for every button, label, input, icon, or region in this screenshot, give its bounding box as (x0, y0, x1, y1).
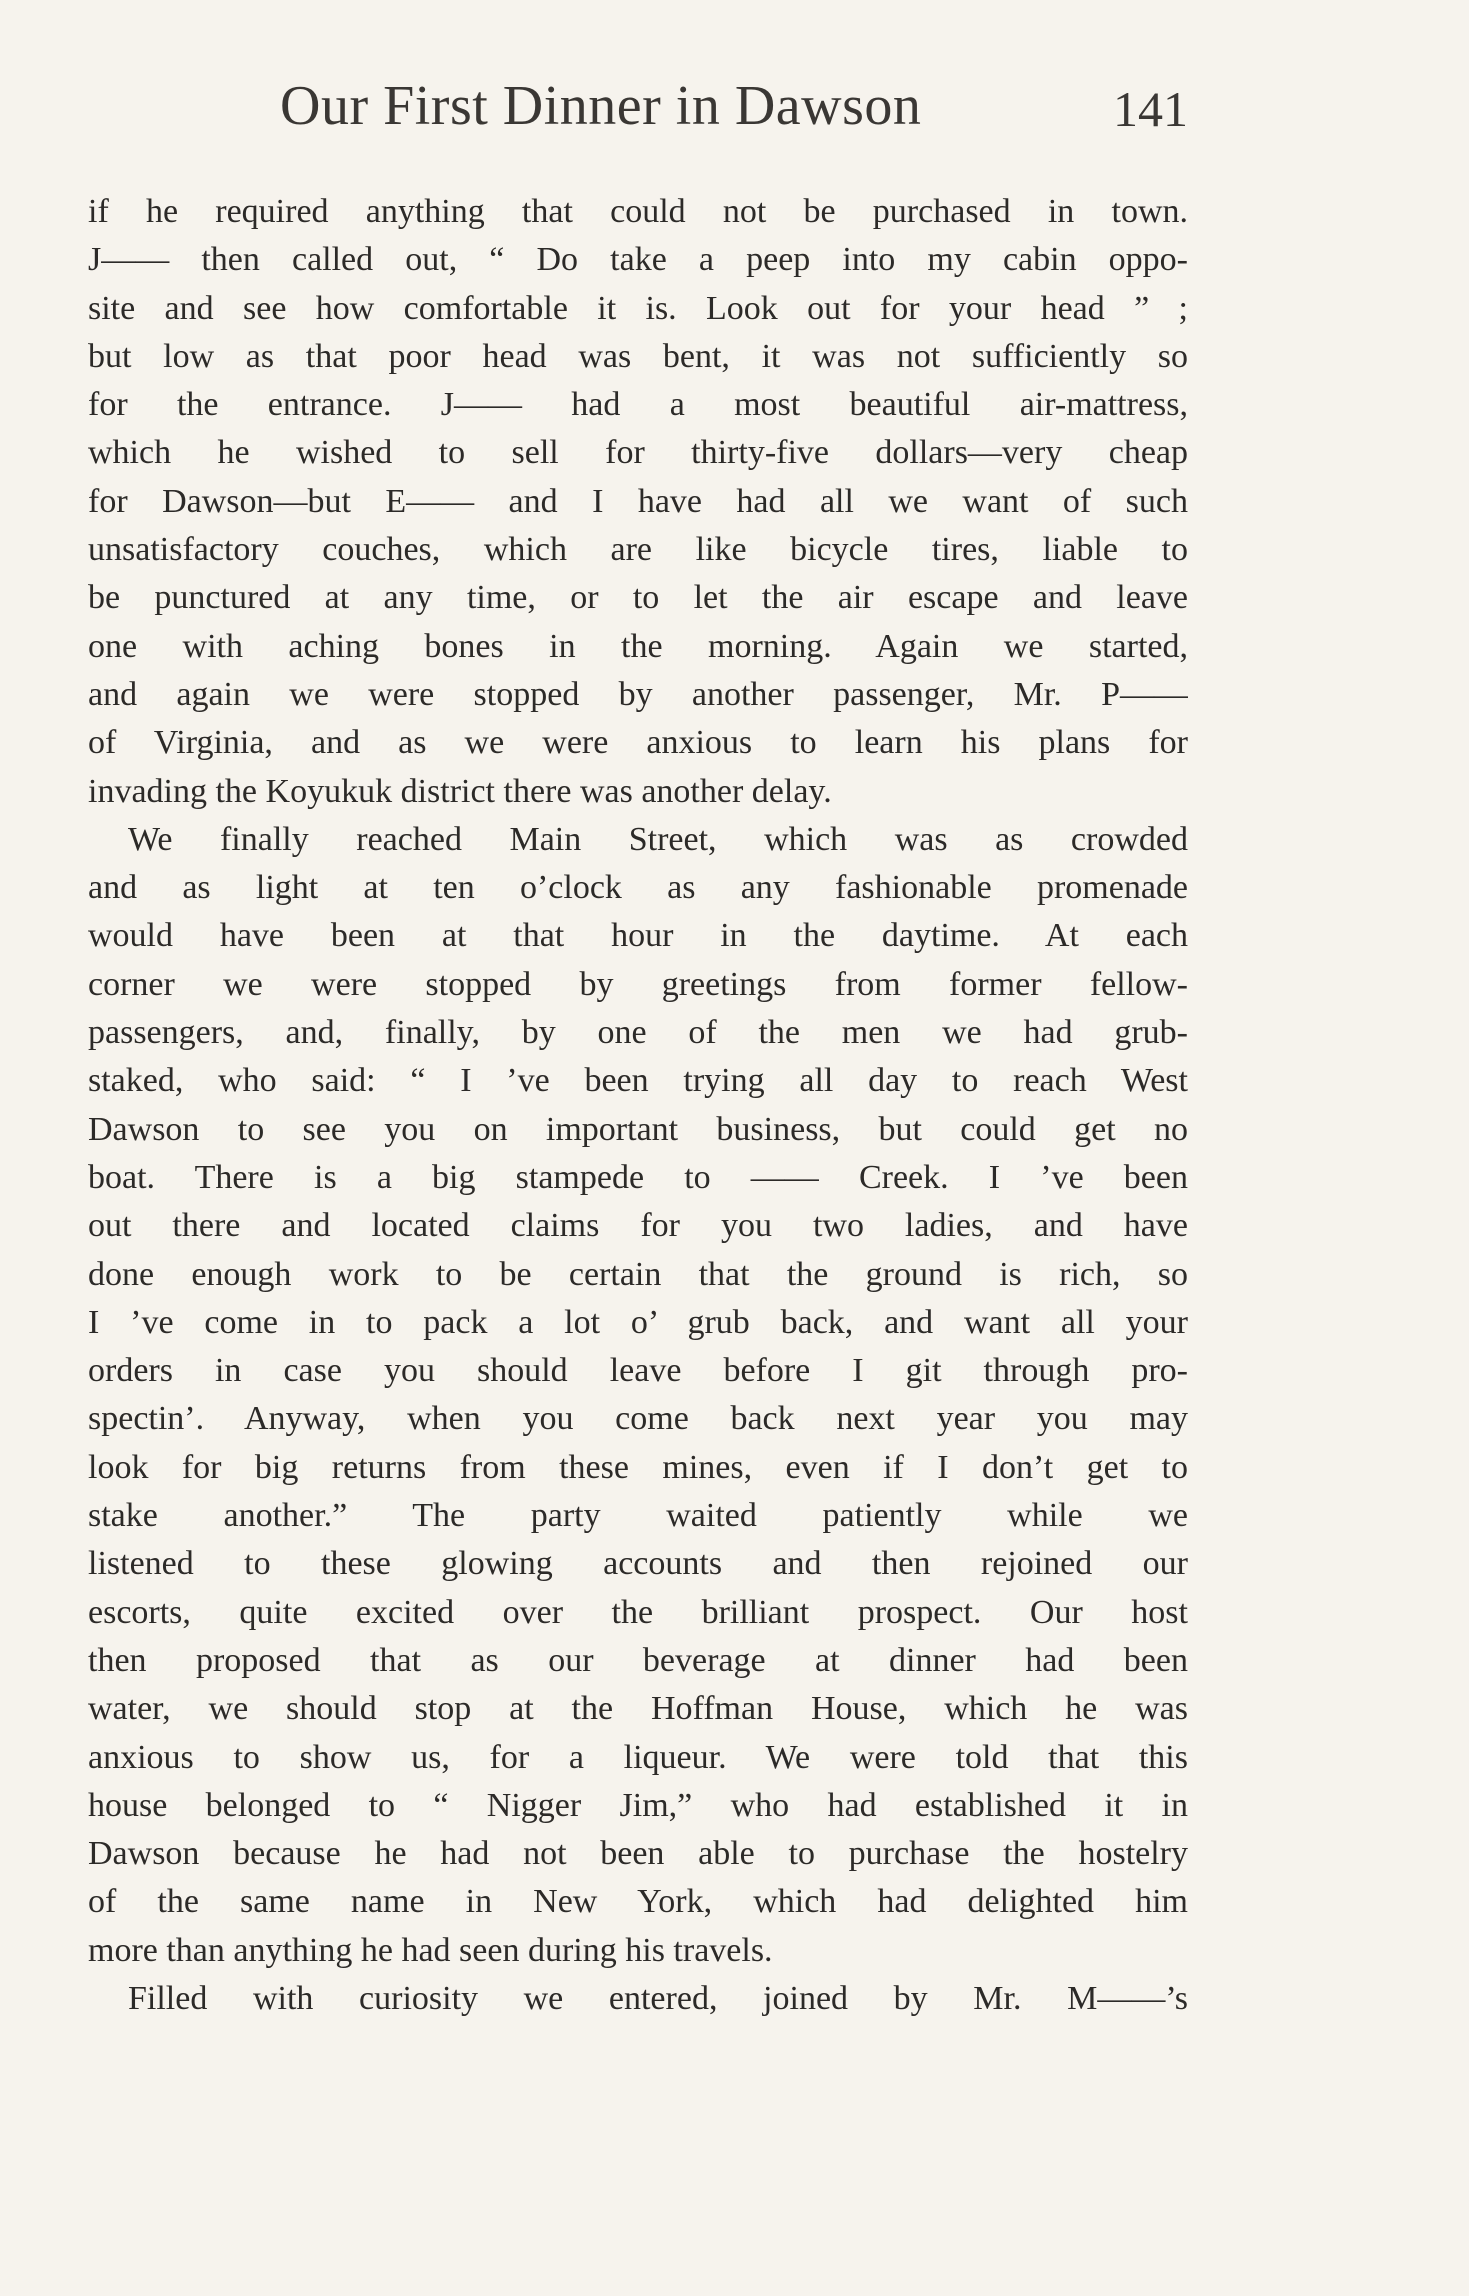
text-line: which he wished to sell for thirty-five dollars—very cheap (88, 434, 1188, 472)
body-text (88, 188, 1188, 2023)
text-line: water, we should stop at the Hoffman House, which he was (88, 1690, 1188, 1728)
text-line: anxious to show us, for a liqueur. We were told that this (88, 1738, 1188, 1776)
text-line: corner we were stopped by greetings from former fellow- (88, 965, 1188, 1003)
text-line: I ’ve come in to pack a lot o’ grub back, and want all your (88, 1303, 1188, 1341)
text-line: one with aching bones in the morning. Again we started, (88, 627, 1188, 665)
text-line: We finally reached Main Street, which was as crowded (128, 820, 1188, 858)
text-line: passengers, and, finally, by one of the men we had grub- (88, 1014, 1188, 1052)
text-line: for Dawson—but E—— and I have had all we want of such (88, 482, 1188, 520)
text-line: if he required anything that could not be purchased in town. (88, 193, 1188, 230)
text-line: J—— then called out, “ Do take a peep into my cabin oppo- (88, 241, 1188, 279)
page-number: 141 (1113, 81, 1188, 137)
text-line: then proposed that as our beverage at dinner had been (88, 1641, 1188, 1679)
page-header (88, 74, 1188, 154)
text-line: look for big returns from these mines, even if I don’t get to (88, 1448, 1188, 1486)
text-line: out there and located claims for you two ladies, and have (88, 1207, 1188, 1245)
text-line: be punctured at any time, or to let the air escape and leave (88, 579, 1188, 617)
text-line: of the same name in New York, which had delighted him (88, 1883, 1188, 1921)
text-line: unsatisfactory couches, which are like bicycle tires, liable to (88, 531, 1188, 569)
text-line: site and see how comfortable it is. Look out for your head ” ; (88, 289, 1188, 327)
text-line: escorts, quite excited over the brilliant prospect. Our host (88, 1593, 1188, 1631)
text-line: and again we were stopped by another passenger, Mr. P—— (88, 675, 1188, 713)
text-line: listened to these glowing accounts and then rejoined our (88, 1545, 1188, 1583)
text-line: Dawson to see you on important business, but could get no (88, 1110, 1188, 1148)
text-line: stake another.” The party waited patiently while we (88, 1497, 1188, 1535)
text-line: Dawson because he had not been able to purchase the hostelry (88, 1835, 1188, 1873)
text-line: staked, who said: “ I ’ve been trying all day to reach West (88, 1062, 1188, 1100)
text-line: boat. There is a big stampede to —— Creek. I ’ve been (88, 1158, 1188, 1196)
text-line: for the entrance. J—— had a most beautiful air-mattress, (88, 386, 1188, 424)
text-line: would have been at that hour in the daytime. At each (88, 917, 1188, 955)
text-line: but low as that poor head was bent, it was not sufficiently so (88, 337, 1188, 375)
text-line: orders in case you should leave before I git through pro- (88, 1352, 1188, 1390)
text-line: spectin’. Anyway, when you come back next year you may (88, 1400, 1188, 1438)
text-line: Filled with curiosity we entered, joined by Mr. M——’s (128, 1979, 1188, 2017)
text-line: of Virginia, and as we were anxious to learn his plans for (88, 724, 1188, 762)
text-line: and as light at ten o’clock as any fashionable promenade (88, 869, 1188, 907)
text-line: invading the Koyukuk district there was another delay. (88, 772, 832, 810)
text-line: house belonged to “ Nigger Jim,” who had established it in (88, 1786, 1188, 1824)
running-title: Our First Dinner in Dawson (280, 75, 922, 137)
text-line: done enough work to be certain that the ground is rich, so (88, 1255, 1188, 1293)
text-line: more than anything he had seen during his travels. (88, 1931, 773, 1969)
